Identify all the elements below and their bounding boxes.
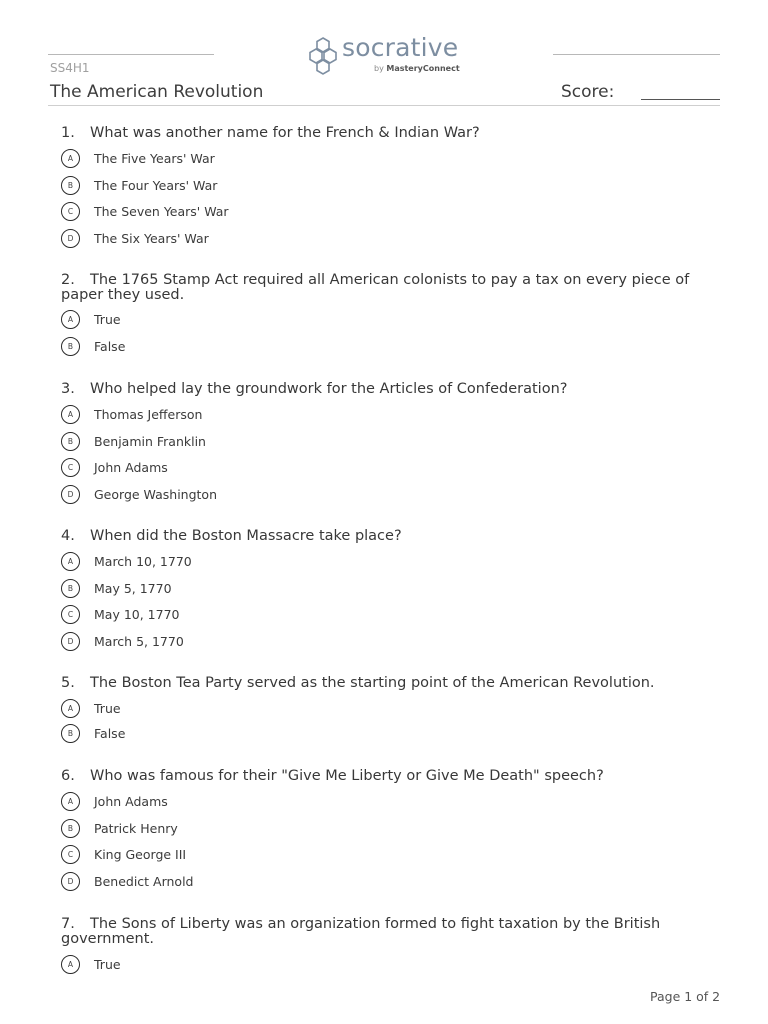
answer-bubble[interactable]: A <box>61 149 80 168</box>
option-c[interactable] <box>61 202 711 229</box>
question-3 <box>61 382 711 511</box>
answer-bubble[interactable]: B <box>61 724 80 743</box>
option-a[interactable] <box>61 405 711 432</box>
option-text: March 10, 1770 <box>94 554 192 569</box>
option-a[interactable] <box>61 552 711 579</box>
option-text: George Washington <box>94 486 217 502</box>
option-b[interactable] <box>61 579 711 606</box>
option-c[interactable] <box>61 845 711 872</box>
socrative-logo <box>306 33 466 76</box>
question-prompt: Who helped lay the groundwork for the Articles of Confederation? <box>90 381 568 397</box>
score-blank-line <box>641 99 720 100</box>
question-2 <box>61 273 711 363</box>
answer-bubble[interactable]: D <box>61 229 80 248</box>
answer-bubble[interactable]: A <box>61 405 80 424</box>
question-prompt: The 1765 Stamp Act required all American colonists to pay a tax on every piece of paper they used. <box>61 272 690 303</box>
option-text: False <box>94 726 126 741</box>
course-code: SS4H1 <box>50 61 90 75</box>
answer-bubble[interactable]: A <box>61 310 80 329</box>
answer-bubble[interactable]: D <box>61 872 80 891</box>
answer-bubble[interactable]: B <box>61 176 80 195</box>
question-text <box>61 126 711 141</box>
answer-bubble[interactable]: C <box>61 202 80 221</box>
answer-bubble[interactable]: D <box>61 485 80 504</box>
option-b[interactable] <box>61 819 711 846</box>
option-text: May 10, 1770 <box>94 607 180 622</box>
option-c[interactable] <box>61 605 711 632</box>
option-text: The Six Years' War <box>94 230 209 246</box>
question-4 <box>61 529 711 658</box>
header-rule-right <box>553 54 720 55</box>
question-1 <box>61 126 711 255</box>
title-underline <box>48 105 720 106</box>
question-7 <box>61 917 711 982</box>
option-text: March 5, 1770 <box>94 633 184 649</box>
option-text: King George III <box>94 847 187 862</box>
answer-bubble[interactable]: C <box>61 845 80 864</box>
option-d[interactable] <box>61 872 711 899</box>
question-text <box>61 769 711 784</box>
question-number: 3. <box>61 381 75 397</box>
answer-bubble[interactable]: A <box>61 699 80 718</box>
option-text: False <box>94 338 126 354</box>
option-list <box>61 552 711 658</box>
question-number: 1. <box>61 125 75 141</box>
option-a[interactable] <box>61 149 711 176</box>
option-a[interactable] <box>61 310 711 337</box>
option-a[interactable] <box>61 955 711 982</box>
question-prompt: Who was famous for their "Give Me Liberty or Give Me Death" speech? <box>90 768 604 784</box>
option-a[interactable] <box>61 699 711 724</box>
question-text <box>61 529 711 544</box>
answer-bubble[interactable]: C <box>61 605 80 624</box>
question-prompt: The Sons of Liberty was an organization formed to fight taxation by the British government. <box>61 916 661 947</box>
question-text <box>61 382 711 397</box>
question-text <box>61 676 711 691</box>
answer-bubble[interactable]: A <box>61 955 80 974</box>
option-list <box>61 405 711 511</box>
option-list <box>61 310 711 363</box>
option-text: John Adams <box>94 794 168 809</box>
option-text: Thomas Jefferson <box>94 407 203 422</box>
question-prompt: The Boston Tea Party served as the starting point of the American Revolution. <box>90 675 655 691</box>
question-5 <box>61 676 711 751</box>
score-label: Score: <box>561 82 615 102</box>
question-number: 4. <box>61 528 75 544</box>
question-number: 7. <box>61 916 75 932</box>
option-text: The Four Years' War <box>94 177 218 193</box>
answer-bubble[interactable]: B <box>61 337 80 356</box>
logo-byline-prefix: by <box>374 64 384 73</box>
option-d[interactable] <box>61 632 711 659</box>
answer-bubble[interactable]: A <box>61 552 80 571</box>
option-list <box>61 955 711 982</box>
option-text: The Five Years' War <box>94 151 215 166</box>
answer-bubble[interactable]: B <box>61 579 80 598</box>
option-b[interactable] <box>61 176 711 203</box>
page-indicator: Page 1 of 2 <box>650 989 721 1004</box>
logo-wordmark: socrative <box>342 33 459 62</box>
option-text: True <box>94 701 121 716</box>
option-b[interactable] <box>61 724 711 751</box>
logo-byline-brand: MasteryConnect <box>386 64 460 73</box>
question-prompt: What was another name for the French & Indian War? <box>90 125 480 141</box>
option-text: The Seven Years' War <box>94 204 229 219</box>
answer-bubble[interactable]: A <box>61 792 80 811</box>
question-text <box>61 917 711 947</box>
option-text: May 5, 1770 <box>94 580 172 596</box>
option-d[interactable] <box>61 229 711 256</box>
question-number: 2. <box>61 272 75 288</box>
answer-bubble[interactable]: C <box>61 458 80 477</box>
question-6 <box>61 769 711 898</box>
question-text <box>61 273 711 303</box>
logo-byline <box>374 64 460 73</box>
question-number: 5. <box>61 675 75 691</box>
option-c[interactable] <box>61 458 711 485</box>
option-text: Benedict Arnold <box>94 873 194 889</box>
option-list <box>61 792 711 898</box>
option-text: Benjamin Franklin <box>94 433 206 449</box>
option-text: Patrick Henry <box>94 820 178 836</box>
question-number: 6. <box>61 768 75 784</box>
option-b[interactable] <box>61 337 711 364</box>
option-list <box>61 149 711 255</box>
answer-bubble[interactable]: D <box>61 632 80 651</box>
option-list <box>61 699 711 751</box>
hexagon-cluster-icon <box>306 36 340 76</box>
option-text: True <box>94 957 121 972</box>
option-a[interactable] <box>61 792 711 819</box>
answer-bubble[interactable]: B <box>61 432 80 451</box>
option-text: John Adams <box>94 460 168 475</box>
option-b[interactable] <box>61 432 711 459</box>
option-text: True <box>94 312 121 327</box>
page-title: The American Revolution <box>50 82 264 102</box>
header-rule-left <box>48 54 214 55</box>
option-d[interactable] <box>61 485 711 512</box>
question-prompt: When did the Boston Massacre take place? <box>90 528 402 544</box>
answer-bubble[interactable]: B <box>61 819 80 838</box>
